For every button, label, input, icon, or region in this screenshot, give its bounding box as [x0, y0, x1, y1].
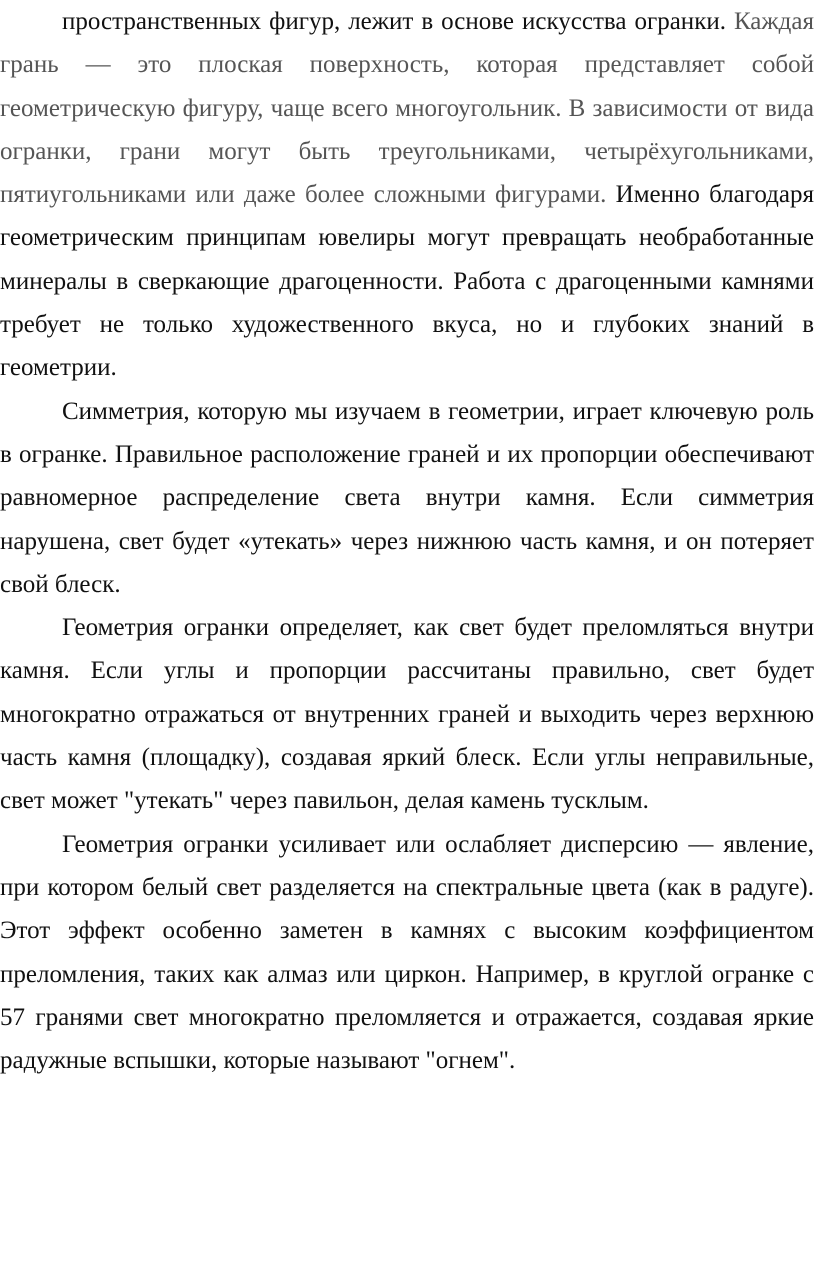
- paragraph-1-segment-2: Каждая грань — это плоская поверхность, которая представляет собой геометрическую фигуру, чаще всего многоугольник. В зависимости от вида огранки, грани могут быть треугольниками, четырёхугольниками, пятиугольниками или даже более сложными фигурами.: [0, 8, 814, 209]
- paragraph-4: Геометрия огранки усиливает или ослабляет дисперсию — явление, при котором белый свет разделяется на спектральные цвета (как в радуге). Этот эффект особенно заметен в камнях с высоким коэффициентом преломления, таких как алмаз или циркон. Например, в круглой огранке с 57 гранями свет многократно преломляется и отражается, создавая яркие радужные вспышки, которые называют "огнем".: [0, 830, 814, 1075]
- paragraph-1-segment-3: Именно благодаря геометрическим принципам ювелиры могут превращать необработанные минералы в сверкающие драгоценности. Работа с драгоценными камнями требует не только художественного вкуса, но и глубоких знаний в геометрии.: [0, 181, 814, 382]
- paragraph-1-segment-1: пространственных фигур, лежит в основе искусства огранки.: [62, 8, 726, 35]
- paragraph-1: [0, 0, 814, 390]
- paragraph-3: Геометрия огранки определяет, как свет будет преломляться внутри камня. Если углы и пропорции рассчитаны правильно, свет будет многократно отражаться от внутренних граней и выходить через верхнюю часть камня (площадку), создавая яркий блеск. Если углы неправильные, свет может "утекать" через павильон, делая камень тусклым.: [0, 614, 814, 815]
- paragraph-2: Симметрия, которую мы изучаем в геометрии, играет ключевую роль в огранке. Правильное расположение граней и их пропорции обеспечивают равномерное распределение света внутри камня. Если симметрия нарушена, свет будет «утекать» через нижнюю часть камня, и он потеряет свой блеск.: [0, 397, 814, 598]
